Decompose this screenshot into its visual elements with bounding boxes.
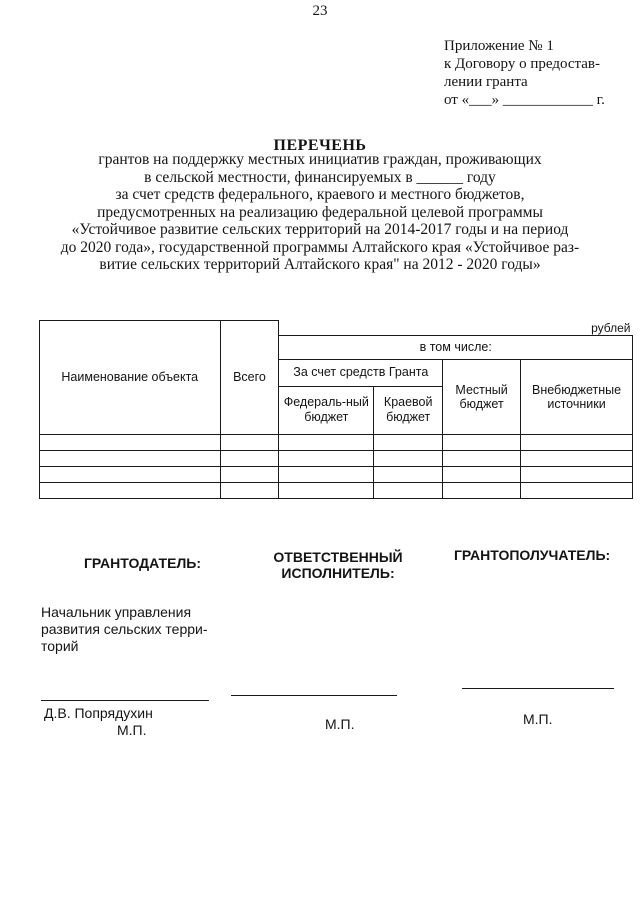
subtitle-line: за счет средств федерального, краевого и местного бюджетов,: [115, 186, 525, 203]
table-cell: [220, 450, 279, 466]
table-cell: [374, 434, 443, 450]
executor-signature-line: [231, 695, 397, 696]
grantor-stamp: М.П.: [117, 722, 147, 738]
table-cell: [521, 450, 633, 466]
header-total: Всего: [220, 321, 279, 435]
header-grant-funds: За счет средств Гранта: [279, 359, 443, 386]
units-label: рублей: [279, 321, 633, 336]
table-cell: [220, 466, 279, 482]
table-cell: [374, 466, 443, 482]
grantor-position-line: торий: [41, 638, 79, 654]
grantor-heading: ГРАНТОДАТЕЛЬ:: [84, 555, 201, 571]
table-cell: [40, 450, 221, 466]
appendix-line: Приложение № 1: [444, 38, 554, 54]
table-cell: [40, 466, 221, 482]
grants-table: [39, 320, 633, 499]
table-cell: [443, 482, 521, 498]
table-cell: [374, 482, 443, 498]
table-cell: [279, 434, 374, 450]
grantee-stamp: М.П.: [523, 711, 553, 727]
header-regional-budget: Краевой бюджет: [374, 386, 443, 434]
header-extrabudgetary: Внебюджетные источники: [521, 359, 633, 434]
table-cell: [279, 450, 374, 466]
subtitle-line: витие сельских территорий Алтайского края" на 2012 - 2020 годы»: [99, 256, 541, 273]
grantor-signature-line: [41, 700, 209, 701]
table-cell: [279, 482, 374, 498]
header-local-budget: Местный бюджет: [443, 359, 521, 434]
subtitle-line: предусмотренных на реализацию федеральной целевой программы: [97, 203, 543, 221]
document-title: ПЕРЕЧЕНЬ: [273, 137, 367, 154]
executor-stamp: М.П.: [325, 716, 355, 732]
table-row: [40, 450, 633, 466]
subtitle-line: «Устойчивое развитие сельских территорий на 2014-2017 годы и на период: [71, 221, 569, 238]
page-number: 23: [312, 3, 328, 19]
table-cell: [40, 434, 221, 450]
grantee-signature-line: [462, 688, 614, 689]
subtitle-line: в сельской местности, финансируемых в ______ году: [144, 168, 496, 186]
table-row: [40, 482, 633, 498]
appendix-block: [444, 37, 634, 109]
table-row: [40, 434, 633, 450]
table-cell: [443, 450, 521, 466]
header-including: в том числе:: [279, 335, 633, 359]
table-cell: [40, 482, 221, 498]
appendix-line: лении гранта: [444, 74, 528, 90]
table-cell: [220, 434, 279, 450]
executor-heading-line: ИСПОЛНИТЕЛЬ:: [281, 565, 395, 581]
executor-heading: [253, 549, 423, 581]
document-subtitle: [30, 151, 610, 274]
grantor-position: [41, 604, 231, 655]
header-federal-budget: Федераль-ный бюджет: [279, 386, 374, 434]
table-cell: [443, 466, 521, 482]
table-cell: [521, 466, 633, 482]
subtitle-line: грантов на поддержку местных инициатив граждан, проживающих: [98, 151, 542, 168]
table-cell: [443, 434, 521, 450]
table-cell: [279, 466, 374, 482]
header-object-name: Наименование объекта: [40, 321, 221, 435]
grantee-heading: ГРАНТОПОЛУЧАТЕЛЬ:: [454, 547, 611, 563]
appendix-line: от «___» ____________ г.: [444, 92, 605, 108]
table-cell: [374, 450, 443, 466]
grantor-position-line: развития сельских терри-: [41, 621, 208, 637]
table-row: [40, 466, 633, 482]
appendix-line: к Договору о предостав-: [444, 56, 600, 72]
table-cell: [220, 482, 279, 498]
table-cell: [521, 434, 633, 450]
subtitle-line: до 2020 года», государственной программы Алтайского края «Устойчивое раз-: [60, 238, 580, 256]
executor-heading-line: ОТВЕТСТВЕННЫЙ: [273, 549, 403, 565]
grantor-position-line: Начальник управления: [41, 604, 192, 620]
table-cell: [521, 482, 633, 498]
grantor-name: Д.В. Попрядухин: [44, 705, 153, 721]
